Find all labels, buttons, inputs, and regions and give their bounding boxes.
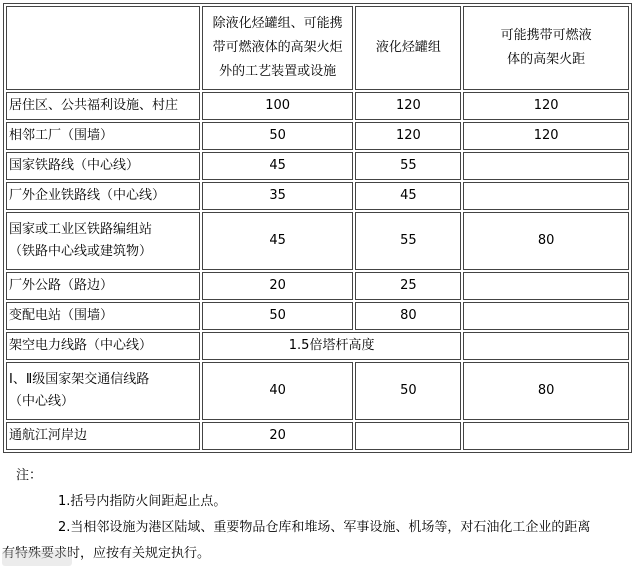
note-item-2-continued: 有特殊要求时，应按有关规定执行。 (2, 546, 211, 561)
cell-lpg-tanks: 45 (355, 182, 461, 210)
row-label-line: Ⅰ、Ⅱ级国家架交通信线路 (9, 372, 150, 387)
cell-process-units: 100 (202, 92, 353, 120)
cell-lpg-tanks: 120 (355, 122, 461, 150)
header-line: 体的高架火距 (507, 52, 586, 67)
cell-flare (463, 272, 629, 300)
cell-process-units: 35 (202, 182, 353, 210)
cell-lpg-tanks: 55 (355, 212, 461, 270)
cell-process-units: 40 (202, 362, 353, 420)
row-label: 相邻工厂（围墙） (6, 122, 200, 150)
cell-process-units: 50 (202, 302, 353, 330)
row-label: 国家铁路线（中心线） (6, 152, 200, 180)
note-item-1: 1.括号内指防火间距起止点。 (58, 494, 227, 509)
table-row (6, 152, 629, 180)
cell-flare: 80 (463, 362, 629, 420)
cell-process-units: 45 (202, 212, 353, 270)
table-row (6, 422, 629, 450)
header-line: 可能携带可燃液 (500, 28, 592, 43)
notes-section (0, 463, 636, 567)
cell-process-units: 45 (202, 152, 353, 180)
row-label-line: （中心线） (9, 394, 75, 409)
table-row (6, 362, 629, 420)
header-cell-lpg-tanks (355, 6, 461, 90)
cell-lpg-tanks: 80 (355, 302, 461, 330)
cell-lpg-tanks (355, 422, 461, 450)
table-row (6, 332, 629, 360)
table-row (6, 122, 629, 150)
header-line: 外的工艺装置或设施 (219, 64, 337, 79)
table-row (6, 182, 629, 210)
row-label (6, 362, 200, 420)
row-label: 居住区、公共福利设施、村庄 (6, 92, 200, 120)
cell-process-units: 50 (202, 122, 353, 150)
cell-merged-value: 1.5倍塔杆高度 (202, 332, 461, 360)
header-line: 液化烃罐组 (375, 40, 441, 55)
row-label: 架空电力线路（中心线） (6, 332, 200, 360)
table-row (6, 302, 629, 330)
cell-flare (463, 182, 629, 210)
cell-flare: 120 (463, 92, 629, 120)
cell-flare: 80 (463, 212, 629, 270)
table-header-row (6, 6, 629, 90)
row-label: 厂外公路（路边） (6, 272, 200, 300)
note-item-2: 2.当相邻设施为港区陆域、重要物品仓库和堆场、军事设施、机场等，对石油化工企业的距离 (58, 520, 591, 535)
header-cell-process-units (202, 6, 353, 90)
header-line: 除液化烃罐组、可能携 (212, 16, 343, 31)
row-label: 通航江河岸边 (6, 422, 200, 450)
table-row (6, 92, 629, 120)
cell-lpg-tanks: 25 (355, 272, 461, 300)
table-row (6, 272, 629, 300)
cell-flare (463, 422, 629, 450)
header-cell-flare (463, 6, 629, 90)
header-cell-empty (6, 6, 200, 90)
cell-lpg-tanks: 120 (355, 92, 461, 120)
cell-lpg-tanks: 50 (355, 362, 461, 420)
notes-title: 注： (16, 468, 43, 483)
row-label (6, 212, 200, 270)
row-label-line: 国家或工业区铁路编组站 (9, 222, 153, 237)
cell-flare (463, 332, 629, 360)
cell-process-units: 20 (202, 272, 353, 300)
cell-lpg-tanks: 55 (355, 152, 461, 180)
fire-spacing-table (3, 3, 632, 453)
cell-flare: 120 (463, 122, 629, 150)
cell-process-units: 20 (202, 422, 353, 450)
row-label: 厂外企业铁路线（中心线） (6, 182, 200, 210)
row-label: 变配电站（围墙） (6, 302, 200, 330)
row-label-line: （铁路中心线或建筑物） (9, 244, 153, 259)
header-line: 带可燃液体的高架火炬 (212, 40, 343, 55)
cell-flare (463, 302, 629, 330)
table-row (6, 212, 629, 270)
watermark (2, 550, 72, 566)
cell-flare (463, 152, 629, 180)
